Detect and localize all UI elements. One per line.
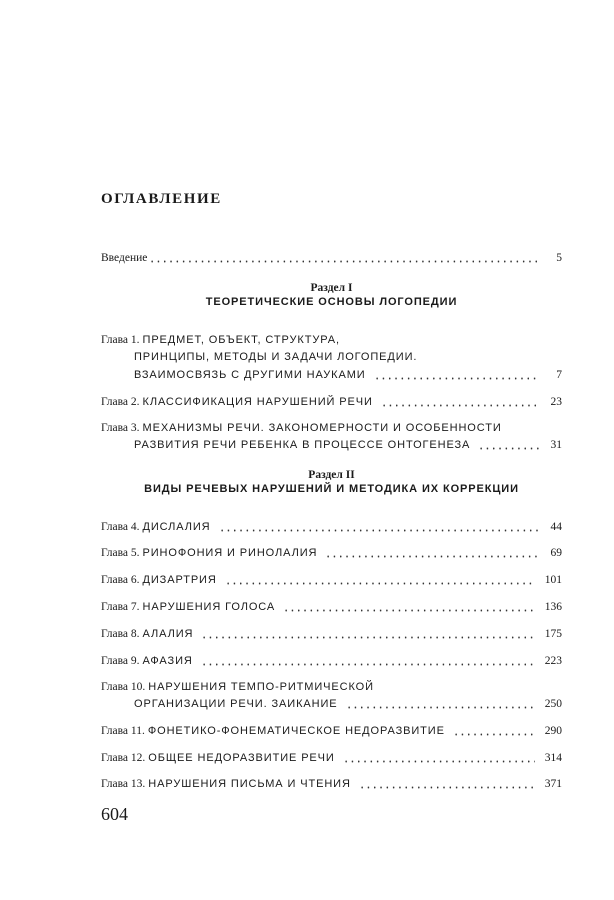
- chapter-number: Глава 7.: [101, 601, 140, 613]
- chapter-title: НАРУШЕНИЯ ТЕМПО-РИТМИЧЕСКОЙ: [148, 681, 374, 693]
- toc-entry-chapter-2[interactable]: [101, 394, 562, 410]
- section-heading-1: [101, 282, 562, 308]
- page-number: 23: [550, 396, 562, 408]
- toc-entry-continuation[interactable]: [134, 437, 562, 453]
- page-number: 44: [550, 521, 562, 533]
- chapter-title: НАРУШЕНИЯ ГОЛОСА: [142, 601, 276, 613]
- dot-leader: [283, 609, 535, 612]
- chapter-number: Глава 11.: [101, 725, 145, 737]
- chapter-number: Глава 4.: [101, 521, 140, 533]
- page-number: 223: [544, 655, 562, 667]
- page-number: 290: [544, 725, 562, 737]
- chapter-number: Глава 3.: [101, 422, 140, 434]
- toc-entry-chapter-8[interactable]: [101, 626, 562, 642]
- toc-entry-chapter-3[interactable]: [101, 420, 562, 436]
- page-number: 136: [544, 601, 562, 613]
- toc-entry-continuation[interactable]: [134, 349, 562, 365]
- toc-entry-chapter-9[interactable]: [101, 653, 562, 669]
- chapter-number: Глава 2.: [101, 396, 140, 408]
- dot-leader: [219, 529, 540, 532]
- chapter-number: Глава 10.: [101, 681, 146, 693]
- section-name: ТЕОРЕТИЧЕСКИЕ ОСНОВЫ ЛОГОПЕДИИ: [205, 296, 458, 308]
- chapter-title: НАРУШЕНИЯ ПИСЬМА И ЧТЕНИЯ: [148, 778, 351, 790]
- chapter-title: РИНОФОНИЯ И РИНОЛАЛИЯ: [142, 547, 318, 559]
- chapter-title: МЕХАНИЗМЫ РЕЧИ. ЗАКОНОМЕРНОСТИ И ОСОБЕННОСТИ: [142, 422, 502, 434]
- dot-leader: [346, 706, 535, 709]
- section-label: Раздел I: [310, 282, 353, 294]
- chapter-title: ОБЩЕЕ НЕДОРАЗВИТИЕ РЕЧИ: [148, 752, 335, 764]
- chapter-title: ПРИНЦИПЫ, МЕТОДЫ И ЗАДАЧИ ЛОГОПЕДИИ.: [134, 351, 418, 363]
- chapter-number: Глава 8.: [101, 628, 140, 640]
- page-number: 31: [550, 439, 562, 451]
- chapter-number: Глава 1.: [101, 334, 140, 346]
- section-heading-2: [101, 469, 562, 495]
- dot-leader: [343, 760, 535, 763]
- toc-entry-chapter-11[interactable]: [101, 723, 562, 739]
- dot-leader: [374, 377, 540, 380]
- toc-entry-chapter-13[interactable]: [101, 776, 562, 792]
- dot-leader: [201, 636, 534, 639]
- dot-leader: [225, 582, 535, 585]
- dot-leader: [453, 733, 535, 736]
- chapter-title: АФАЗИЯ: [142, 655, 193, 667]
- page-number: 101: [544, 574, 562, 586]
- chapter-title: КЛАССИФИКАЦИЯ НАРУШЕНИЙ РЕЧИ: [142, 396, 373, 408]
- dot-leader: [478, 447, 540, 450]
- chapter-number: Глава 6.: [101, 574, 140, 586]
- toc-entry-continuation[interactable]: [134, 696, 562, 712]
- chapter-title: ОРГАНИЗАЦИИ РЕЧИ. ЗАИКАНИЕ: [134, 698, 338, 710]
- toc-entry-chapter-1[interactable]: [101, 332, 562, 348]
- chapter-title: РАЗВИТИЯ РЕЧИ РЕБЕНКА В ПРОЦЕССЕ ОНТОГЕНЕЗА: [134, 439, 471, 451]
- toc-entry-chapter-4[interactable]: [101, 519, 562, 535]
- chapter-title: ФОНЕТИКО-ФОНЕМАТИЧЕСКОЕ НЕДОРАЗВИТИЕ: [147, 725, 445, 737]
- chapter-title: ДИСЛАЛИЯ: [142, 521, 211, 533]
- toc-entry-chapter-7[interactable]: [101, 599, 562, 615]
- toc-entry-chapter-6[interactable]: [101, 572, 562, 588]
- chapter-number: Глава 12.: [101, 752, 146, 764]
- toc-entry-chapter-5[interactable]: [101, 545, 562, 561]
- page-number: 314: [544, 752, 562, 764]
- dot-leader: [201, 663, 535, 666]
- page-number: 69: [550, 547, 562, 559]
- chapter-number: Глава 9.: [101, 655, 140, 667]
- page-number: 250: [544, 698, 562, 710]
- page-title: ОГЛАВЛЕНИЕ: [101, 191, 222, 207]
- chapter-title: АЛАЛИЯ: [142, 628, 194, 640]
- toc-entry-intro[interactable]: [101, 250, 562, 266]
- toc-entry-chapter-10[interactable]: [101, 679, 562, 695]
- page-number: 175: [544, 628, 562, 640]
- dot-leader: [325, 555, 540, 558]
- page-number: 5: [556, 252, 562, 264]
- chapter-title: ДИЗАРТРИЯ: [142, 574, 217, 586]
- chapter-number: Глава 13.: [101, 778, 146, 790]
- toc-entry-continuation[interactable]: [134, 367, 562, 383]
- page-number: 7: [556, 369, 562, 381]
- page-number: 371: [544, 778, 562, 790]
- entry-label: Введение: [101, 252, 148, 264]
- chapter-title: ПРЕДМЕТ, ОБЪЕКТ, СТРУКТУРА,: [142, 334, 340, 346]
- dot-leader: [359, 786, 535, 789]
- section-name: ВИДЫ РЕЧЕВЫХ НАРУШЕНИЙ И МЕТОДИКА ИХ КОРРЕКЦИИ: [144, 483, 519, 495]
- dot-leader: [381, 404, 540, 407]
- section-label: Раздел II: [308, 469, 355, 481]
- page-folio: 604: [101, 804, 128, 824]
- chapter-number: Глава 5.: [101, 547, 140, 559]
- dot-leader: [149, 260, 540, 263]
- toc-entry-chapter-12[interactable]: [101, 750, 562, 766]
- chapter-title: ВЗАИМОСВЯЗЬ С ДРУГИМИ НАУКАМИ: [134, 369, 366, 381]
